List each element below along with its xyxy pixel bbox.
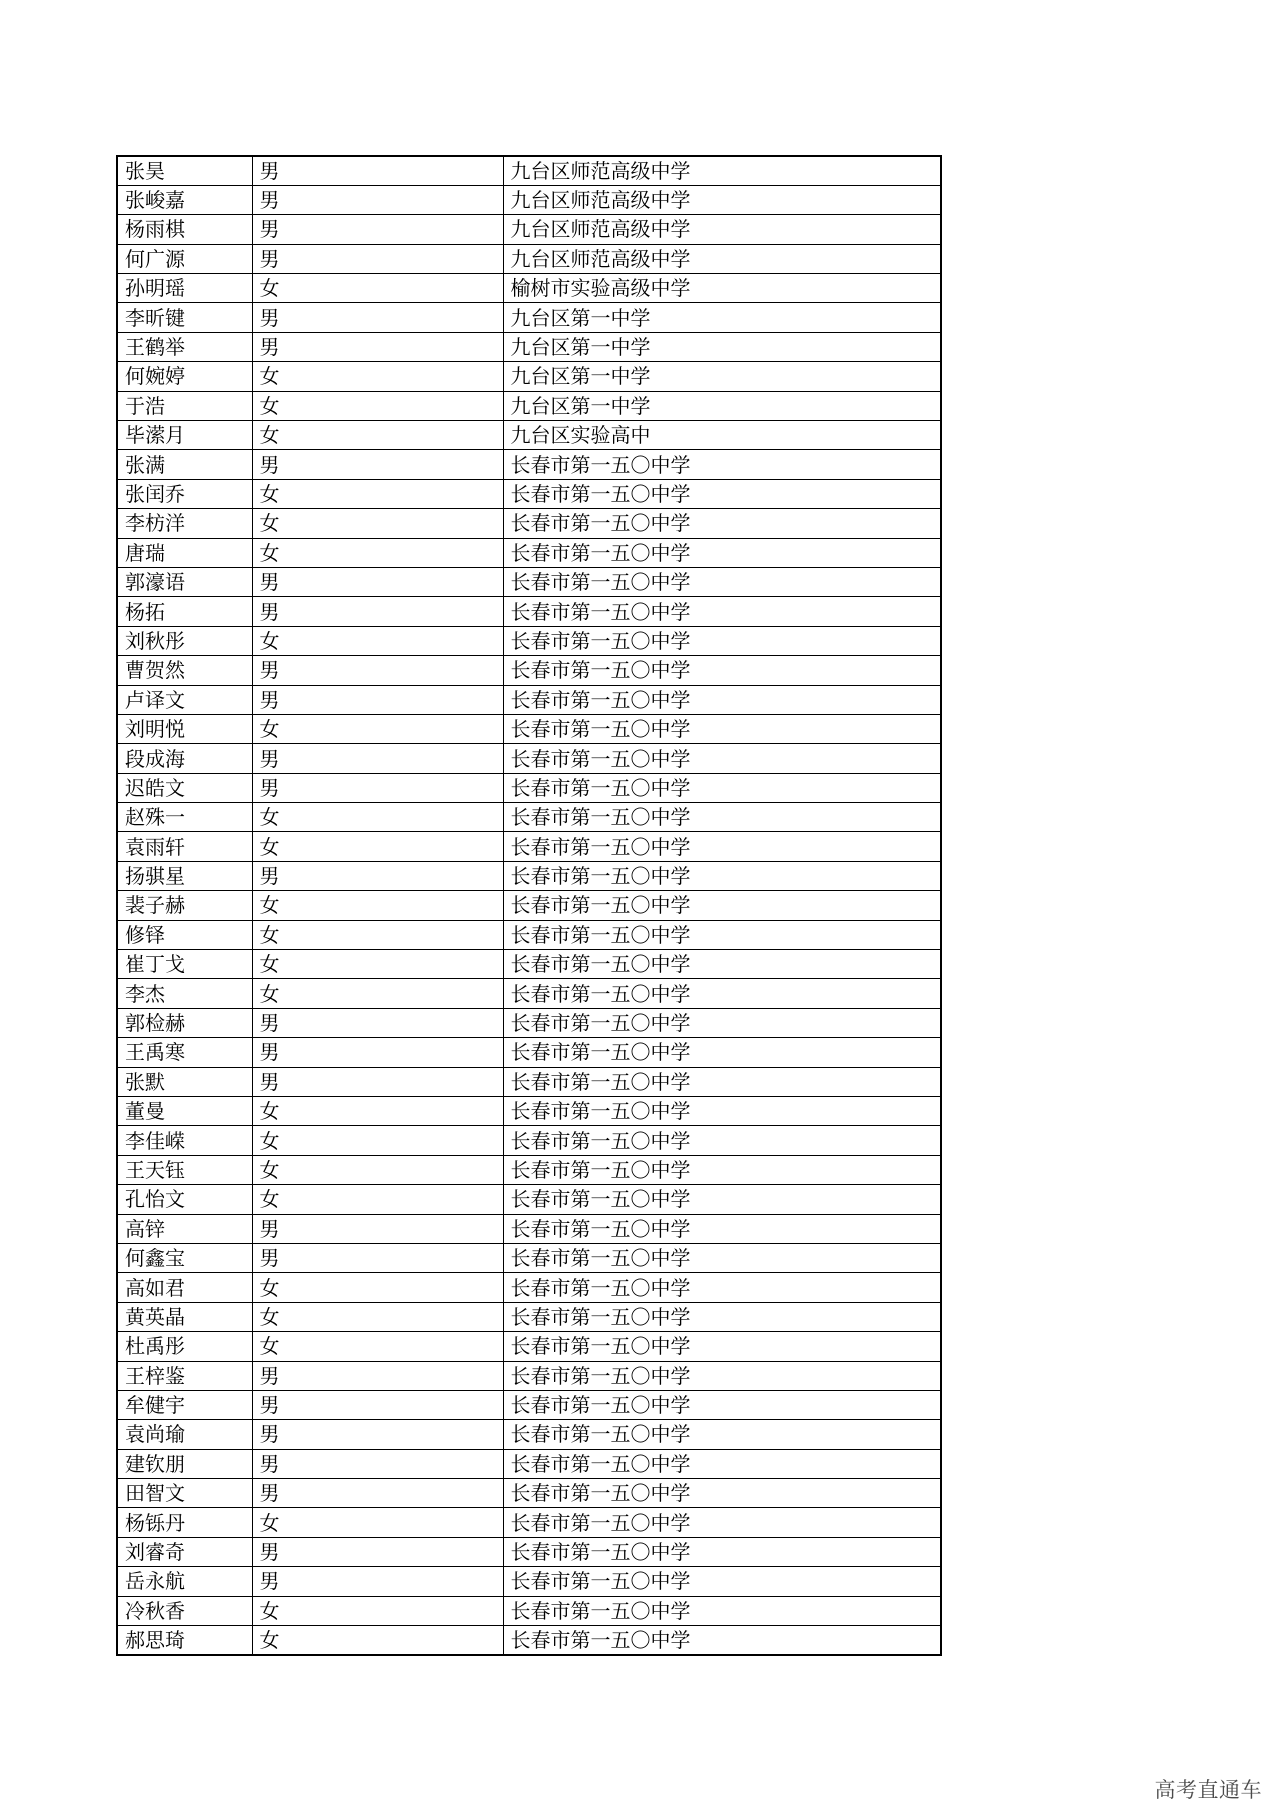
table-row bbox=[117, 891, 941, 920]
gender-cell: 女 bbox=[252, 803, 503, 832]
gender-cell: 女 bbox=[252, 1302, 503, 1331]
name-cell: 李昕键 bbox=[117, 303, 252, 332]
school-cell: 长春市第一五〇中学 bbox=[503, 450, 941, 479]
name-cell: 李佳嵘 bbox=[117, 1126, 252, 1155]
school-cell: 九台区师范高级中学 bbox=[503, 185, 941, 214]
name-cell: 唐瑞 bbox=[117, 538, 252, 567]
name-cell: 袁尚瑜 bbox=[117, 1420, 252, 1449]
school-cell: 长春市第一五〇中学 bbox=[503, 803, 941, 832]
gender-cell: 女 bbox=[252, 1596, 503, 1625]
school-cell: 长春市第一五〇中学 bbox=[503, 509, 941, 538]
gender-cell: 男 bbox=[252, 215, 503, 244]
table-row bbox=[117, 303, 941, 332]
name-cell: 毕潆月 bbox=[117, 421, 252, 450]
table-row bbox=[117, 950, 941, 979]
name-cell: 刘秋彤 bbox=[117, 626, 252, 655]
name-cell: 张满 bbox=[117, 450, 252, 479]
table-row bbox=[117, 1302, 941, 1331]
school-cell: 九台区第一中学 bbox=[503, 362, 941, 391]
name-cell: 张闰乔 bbox=[117, 479, 252, 508]
school-cell: 长春市第一五〇中学 bbox=[503, 1243, 941, 1272]
name-cell: 王天钰 bbox=[117, 1155, 252, 1184]
school-cell: 长春市第一五〇中学 bbox=[503, 1361, 941, 1390]
table-row bbox=[117, 1361, 941, 1390]
name-cell: 李枋洋 bbox=[117, 509, 252, 538]
gender-cell: 男 bbox=[252, 656, 503, 685]
table-row bbox=[117, 1479, 941, 1508]
school-cell: 九台区第一中学 bbox=[503, 332, 941, 361]
gender-cell: 男 bbox=[252, 1067, 503, 1096]
name-cell: 郝思琦 bbox=[117, 1626, 252, 1655]
gender-cell: 女 bbox=[252, 391, 503, 420]
table-row bbox=[117, 920, 941, 949]
gender-cell: 男 bbox=[252, 1243, 503, 1272]
gender-cell: 男 bbox=[252, 332, 503, 361]
school-cell: 长春市第一五〇中学 bbox=[503, 1097, 941, 1126]
name-cell: 何广源 bbox=[117, 244, 252, 273]
school-cell: 长春市第一五〇中学 bbox=[503, 597, 941, 626]
school-cell: 长春市第一五〇中学 bbox=[503, 1420, 941, 1449]
gender-cell: 女 bbox=[252, 891, 503, 920]
school-cell: 长春市第一五〇中学 bbox=[503, 891, 941, 920]
gender-cell: 女 bbox=[252, 714, 503, 743]
gender-cell: 男 bbox=[252, 244, 503, 273]
name-cell: 扬骐星 bbox=[117, 861, 252, 890]
table-row bbox=[117, 1449, 941, 1478]
name-cell: 高锌 bbox=[117, 1214, 252, 1243]
table-row bbox=[117, 1273, 941, 1302]
table-row bbox=[117, 538, 941, 567]
table-row bbox=[117, 1214, 941, 1243]
table-row bbox=[117, 567, 941, 596]
school-cell: 九台区实验高中 bbox=[503, 421, 941, 450]
name-cell: 孔怡文 bbox=[117, 1185, 252, 1214]
table-row bbox=[117, 185, 941, 214]
gender-cell: 女 bbox=[252, 1626, 503, 1655]
table-row bbox=[117, 1596, 941, 1625]
name-cell: 张默 bbox=[117, 1067, 252, 1096]
name-cell: 岳永航 bbox=[117, 1567, 252, 1596]
table-row bbox=[117, 656, 941, 685]
school-cell: 长春市第一五〇中学 bbox=[503, 626, 941, 655]
table-row bbox=[117, 1155, 941, 1184]
table-row bbox=[117, 1508, 941, 1537]
gender-cell: 女 bbox=[252, 832, 503, 861]
gender-cell: 男 bbox=[252, 1361, 503, 1390]
gender-cell: 女 bbox=[252, 274, 503, 303]
gender-cell: 女 bbox=[252, 1097, 503, 1126]
gender-cell: 男 bbox=[252, 1479, 503, 1508]
gender-cell: 男 bbox=[252, 597, 503, 626]
name-cell: 杜禹彤 bbox=[117, 1332, 252, 1361]
name-cell: 李杰 bbox=[117, 979, 252, 1008]
table-row bbox=[117, 274, 941, 303]
table-row bbox=[117, 421, 941, 450]
gender-cell: 女 bbox=[252, 1185, 503, 1214]
gender-cell: 男 bbox=[252, 450, 503, 479]
gender-cell: 女 bbox=[252, 509, 503, 538]
name-cell: 高如君 bbox=[117, 1273, 252, 1302]
gender-cell: 男 bbox=[252, 1214, 503, 1243]
table-row bbox=[117, 1390, 941, 1419]
name-cell: 裴子赫 bbox=[117, 891, 252, 920]
gender-cell: 男 bbox=[252, 185, 503, 214]
table-row bbox=[117, 1067, 941, 1096]
table-row bbox=[117, 1008, 941, 1037]
school-cell: 长春市第一五〇中学 bbox=[503, 479, 941, 508]
school-cell: 九台区师范高级中学 bbox=[503, 156, 941, 185]
table-row bbox=[117, 332, 941, 361]
name-cell: 段成海 bbox=[117, 744, 252, 773]
school-cell: 长春市第一五〇中学 bbox=[503, 1449, 941, 1478]
table-row bbox=[117, 626, 941, 655]
school-cell: 长春市第一五〇中学 bbox=[503, 1155, 941, 1184]
table-row bbox=[117, 215, 941, 244]
school-cell: 长春市第一五〇中学 bbox=[503, 1214, 941, 1243]
name-cell: 袁雨轩 bbox=[117, 832, 252, 861]
school-cell: 九台区第一中学 bbox=[503, 303, 941, 332]
gender-cell: 女 bbox=[252, 1273, 503, 1302]
table-row bbox=[117, 450, 941, 479]
table-row bbox=[117, 979, 941, 1008]
gender-cell: 女 bbox=[252, 1508, 503, 1537]
school-cell: 长春市第一五〇中学 bbox=[503, 920, 941, 949]
gender-cell: 男 bbox=[252, 744, 503, 773]
school-cell: 长春市第一五〇中学 bbox=[503, 1332, 941, 1361]
gender-cell: 男 bbox=[252, 567, 503, 596]
name-cell: 郭濠语 bbox=[117, 567, 252, 596]
school-cell: 长春市第一五〇中学 bbox=[503, 1508, 941, 1537]
name-cell: 黄英晶 bbox=[117, 1302, 252, 1331]
name-cell: 王鹤举 bbox=[117, 332, 252, 361]
name-cell: 冷秋香 bbox=[117, 1596, 252, 1625]
gender-cell: 男 bbox=[252, 1567, 503, 1596]
gender-cell: 男 bbox=[252, 1038, 503, 1067]
table-row bbox=[117, 509, 941, 538]
gender-cell: 女 bbox=[252, 1126, 503, 1155]
school-cell: 长春市第一五〇中学 bbox=[503, 1596, 941, 1625]
gender-cell: 男 bbox=[252, 1390, 503, 1419]
school-cell: 榆树市实验高级中学 bbox=[503, 274, 941, 303]
school-cell: 长春市第一五〇中学 bbox=[503, 1185, 941, 1214]
name-cell: 刘明悦 bbox=[117, 714, 252, 743]
table-row bbox=[117, 1243, 941, 1272]
table-row bbox=[117, 1420, 941, 1449]
roster-table bbox=[116, 155, 942, 1656]
table-row bbox=[117, 1626, 941, 1655]
table-row bbox=[117, 1537, 941, 1566]
table-row bbox=[117, 744, 941, 773]
school-cell: 长春市第一五〇中学 bbox=[503, 656, 941, 685]
table-row bbox=[117, 685, 941, 714]
school-cell: 长春市第一五〇中学 bbox=[503, 1567, 941, 1596]
table-row bbox=[117, 803, 941, 832]
gender-cell: 女 bbox=[252, 920, 503, 949]
gender-cell: 女 bbox=[252, 626, 503, 655]
gender-cell: 男 bbox=[252, 1420, 503, 1449]
gender-cell: 女 bbox=[252, 538, 503, 567]
table-row bbox=[117, 156, 941, 185]
name-cell: 杨铄丹 bbox=[117, 1508, 252, 1537]
school-cell: 长春市第一五〇中学 bbox=[503, 1479, 941, 1508]
school-cell: 长春市第一五〇中学 bbox=[503, 744, 941, 773]
gender-cell: 女 bbox=[252, 979, 503, 1008]
school-cell: 长春市第一五〇中学 bbox=[503, 685, 941, 714]
school-cell: 长春市第一五〇中学 bbox=[503, 1302, 941, 1331]
school-cell: 长春市第一五〇中学 bbox=[503, 714, 941, 743]
gender-cell: 男 bbox=[252, 1537, 503, 1566]
name-cell: 于浩 bbox=[117, 391, 252, 420]
gender-cell: 男 bbox=[252, 861, 503, 890]
gender-cell: 女 bbox=[252, 1155, 503, 1184]
table-row bbox=[117, 1332, 941, 1361]
school-cell: 九台区师范高级中学 bbox=[503, 244, 941, 273]
gender-cell: 女 bbox=[252, 479, 503, 508]
roster-table-body bbox=[117, 156, 941, 1655]
name-cell: 何婉婷 bbox=[117, 362, 252, 391]
name-cell: 郭检赫 bbox=[117, 1008, 252, 1037]
table-row bbox=[117, 479, 941, 508]
name-cell: 刘睿奇 bbox=[117, 1537, 252, 1566]
school-cell: 长春市第一五〇中学 bbox=[503, 773, 941, 802]
gender-cell: 女 bbox=[252, 1332, 503, 1361]
table-row bbox=[117, 244, 941, 273]
name-cell: 田智文 bbox=[117, 1479, 252, 1508]
gender-cell: 男 bbox=[252, 773, 503, 802]
name-cell: 何鑫宝 bbox=[117, 1243, 252, 1272]
school-cell: 长春市第一五〇中学 bbox=[503, 1273, 941, 1302]
name-cell: 崔丁戈 bbox=[117, 950, 252, 979]
school-cell: 长春市第一五〇中学 bbox=[503, 832, 941, 861]
table-row bbox=[117, 1038, 941, 1067]
school-cell: 长春市第一五〇中学 bbox=[503, 1626, 941, 1655]
name-cell: 董曼 bbox=[117, 1097, 252, 1126]
name-cell: 赵殊一 bbox=[117, 803, 252, 832]
table-row bbox=[117, 1185, 941, 1214]
name-cell: 王禹寒 bbox=[117, 1038, 252, 1067]
name-cell: 迟皓文 bbox=[117, 773, 252, 802]
watermark-text: 高考直通车 bbox=[1154, 1778, 1262, 1802]
school-cell: 长春市第一五〇中学 bbox=[503, 1067, 941, 1096]
gender-cell: 男 bbox=[252, 303, 503, 332]
name-cell: 建钦朋 bbox=[117, 1449, 252, 1478]
school-cell: 长春市第一五〇中学 bbox=[503, 1008, 941, 1037]
school-cell: 九台区师范高级中学 bbox=[503, 215, 941, 244]
gender-cell: 男 bbox=[252, 1449, 503, 1478]
gender-cell: 男 bbox=[252, 156, 503, 185]
table-row bbox=[117, 1126, 941, 1155]
name-cell: 孙明瑶 bbox=[117, 274, 252, 303]
school-cell: 长春市第一五〇中学 bbox=[503, 1126, 941, 1155]
table-row bbox=[117, 832, 941, 861]
name-cell: 牟健宇 bbox=[117, 1390, 252, 1419]
table-row bbox=[117, 362, 941, 391]
school-cell: 长春市第一五〇中学 bbox=[503, 1038, 941, 1067]
gender-cell: 男 bbox=[252, 1008, 503, 1037]
name-cell: 卢译文 bbox=[117, 685, 252, 714]
school-cell: 长春市第一五〇中学 bbox=[503, 567, 941, 596]
school-cell: 长春市第一五〇中学 bbox=[503, 1390, 941, 1419]
table-row bbox=[117, 391, 941, 420]
gender-cell: 男 bbox=[252, 685, 503, 714]
name-cell: 曹贺然 bbox=[117, 656, 252, 685]
name-cell: 杨雨棋 bbox=[117, 215, 252, 244]
table-row bbox=[117, 861, 941, 890]
gender-cell: 女 bbox=[252, 950, 503, 979]
school-cell: 长春市第一五〇中学 bbox=[503, 861, 941, 890]
gender-cell: 女 bbox=[252, 421, 503, 450]
school-cell: 长春市第一五〇中学 bbox=[503, 538, 941, 567]
name-cell: 张昊 bbox=[117, 156, 252, 185]
name-cell: 修铎 bbox=[117, 920, 252, 949]
school-cell: 九台区第一中学 bbox=[503, 391, 941, 420]
table-row bbox=[117, 714, 941, 743]
name-cell: 王梓鉴 bbox=[117, 1361, 252, 1390]
name-cell: 杨拓 bbox=[117, 597, 252, 626]
table-row bbox=[117, 1567, 941, 1596]
name-cell: 张峻嘉 bbox=[117, 185, 252, 214]
table-row bbox=[117, 597, 941, 626]
school-cell: 长春市第一五〇中学 bbox=[503, 1537, 941, 1566]
gender-cell: 女 bbox=[252, 362, 503, 391]
school-cell: 长春市第一五〇中学 bbox=[503, 979, 941, 1008]
table-row bbox=[117, 773, 941, 802]
school-cell: 长春市第一五〇中学 bbox=[503, 950, 941, 979]
table-row bbox=[117, 1097, 941, 1126]
